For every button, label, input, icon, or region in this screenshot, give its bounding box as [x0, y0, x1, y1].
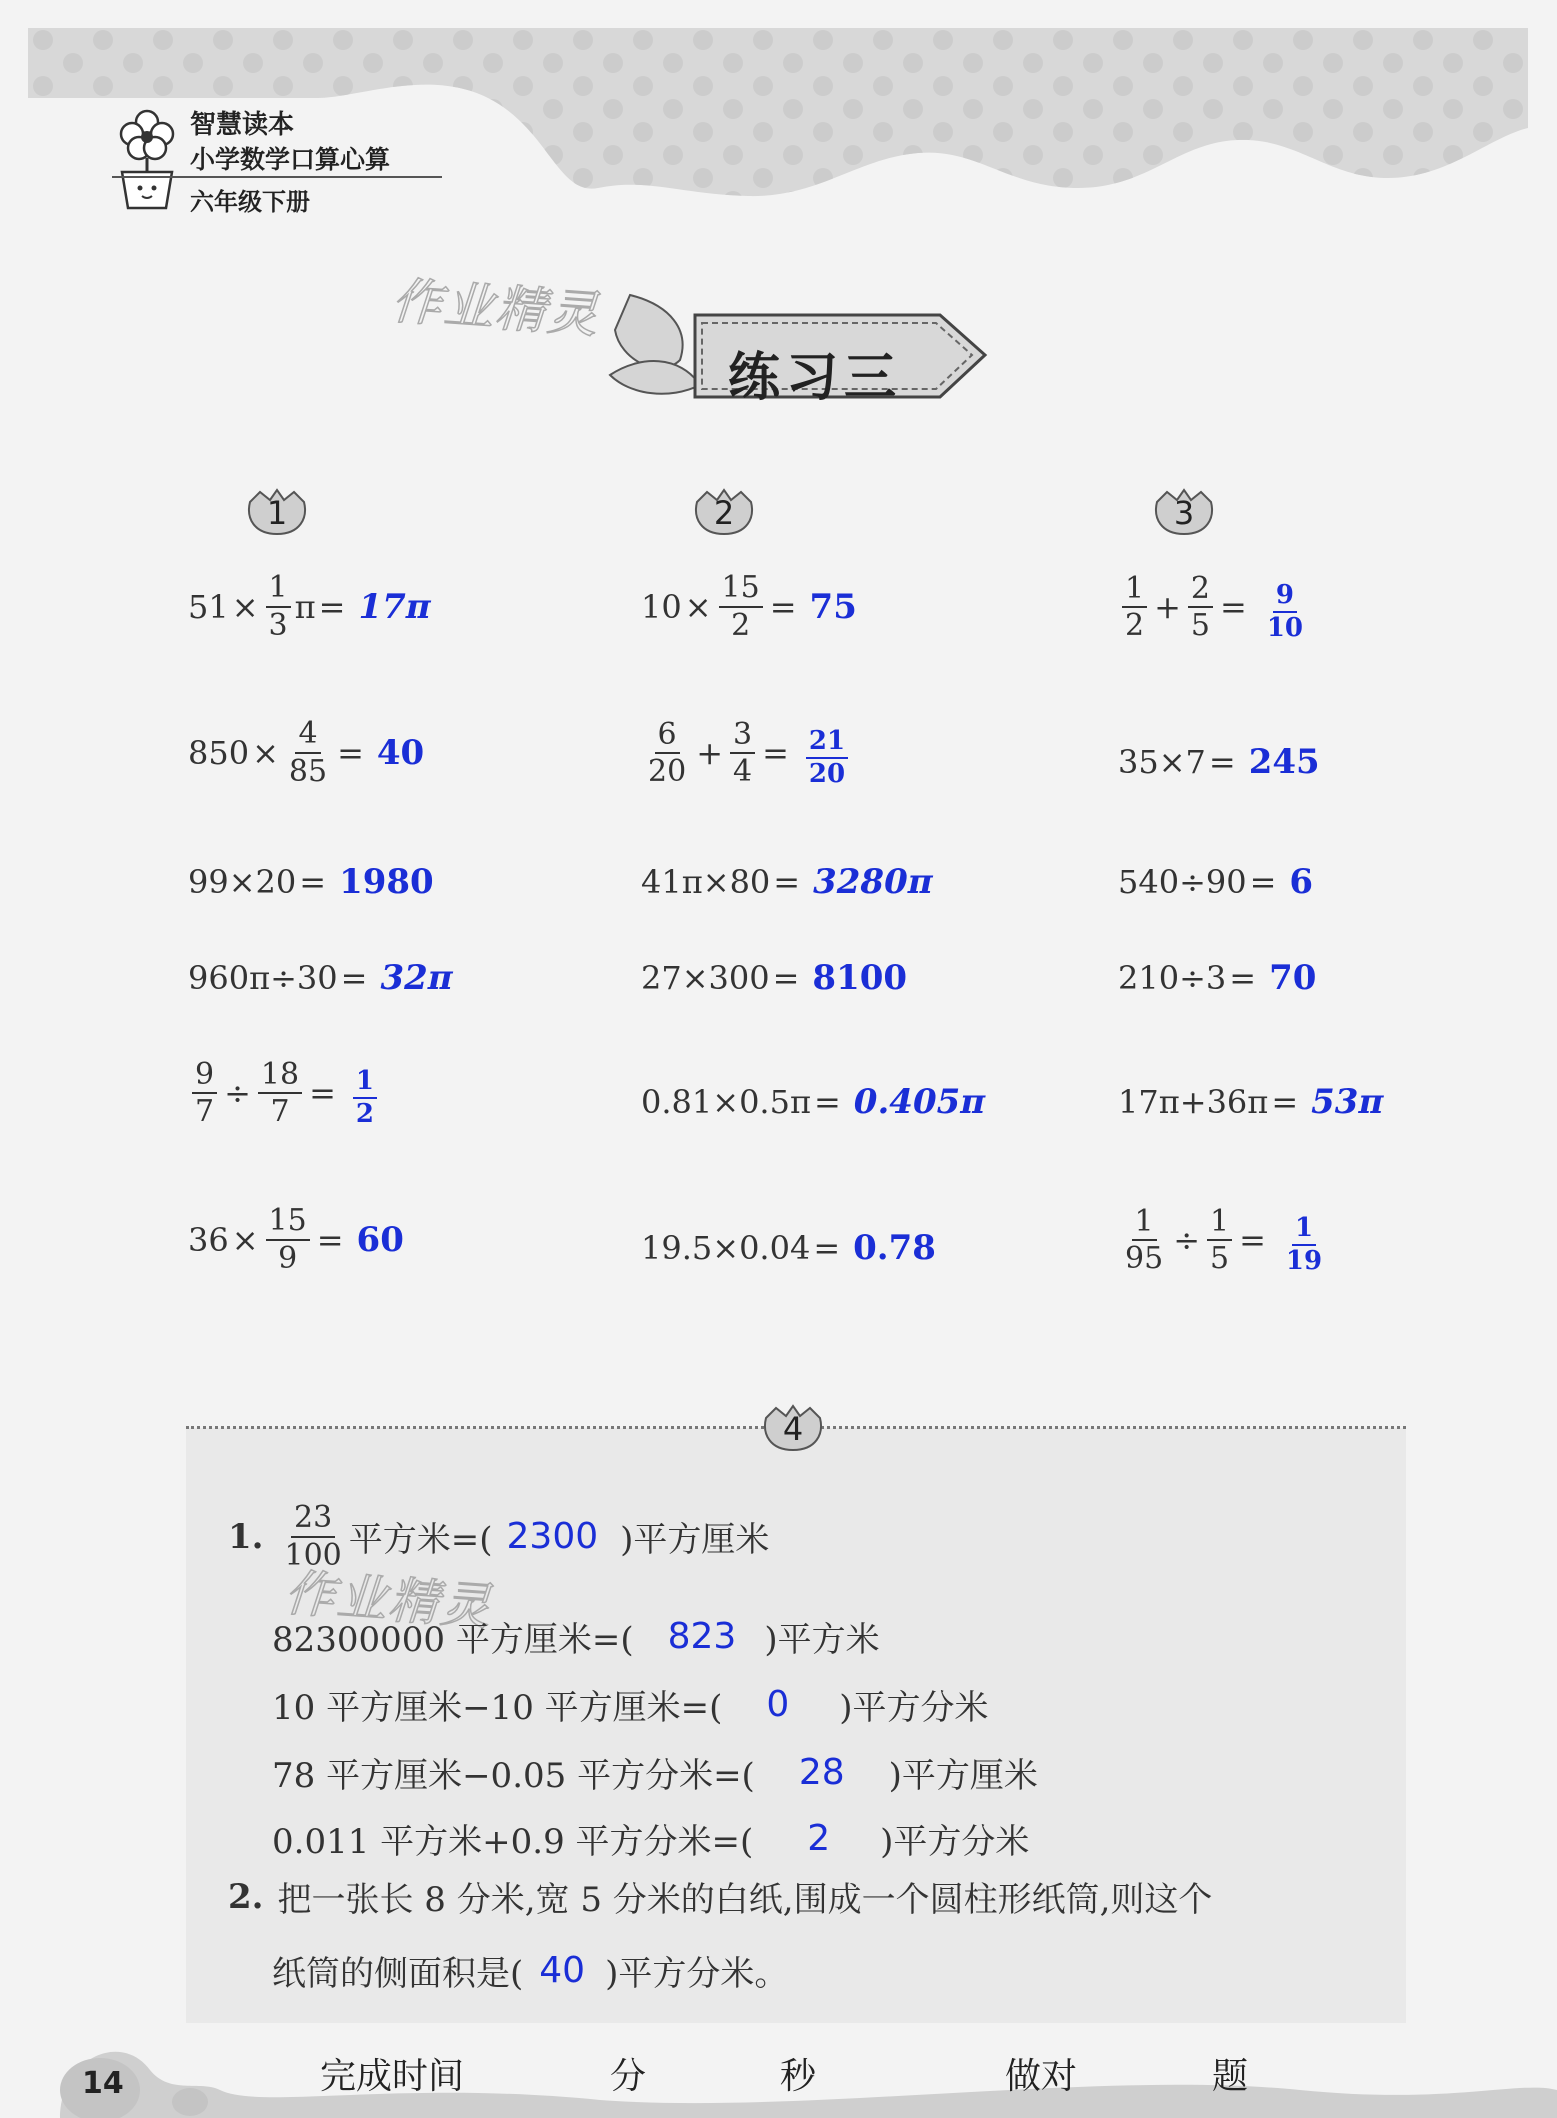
q1-line1: 1. $\frac{23}{100}$ 平方米=( 2300 )平方厘米 — [228, 1500, 770, 1573]
problem-c3r3: 540÷90 = 6 — [1118, 862, 1314, 902]
watermark: 作业精灵 — [282, 1563, 495, 1637]
questions-label: 题 — [1212, 2056, 1249, 2097]
q1-line5: 0.011 平方米+0.9 平方分米=( 2 )平方分米 — [272, 1818, 1030, 1862]
problem-c2r1: 10 × $\frac{15}{2}$ = 75 — [641, 570, 857, 643]
answer: 40 — [539, 1950, 586, 1991]
brand-name: 智慧读本 — [190, 110, 295, 140]
answer: 3280π — [813, 862, 933, 902]
problem-c2r6: 19.5×0.04 = 0.78 — [641, 1228, 936, 1268]
answer: 60 — [356, 1219, 404, 1260]
answer: 28 — [798, 1752, 845, 1793]
header-rule — [112, 176, 442, 178]
answer: $\frac{21}{20}$ — [802, 718, 852, 789]
q2-line1: 2. 把一张长 8 分米,宽 5 分米的白纸,围成一个圆柱形纸筒,则这个 — [228, 1876, 1213, 1920]
answer: 53π — [1311, 1082, 1384, 1122]
answer: 245 — [1248, 742, 1320, 782]
q1-line4: 78 平方厘米−0.05 平方分米=( 28 )平方厘米 — [272, 1752, 1038, 1796]
page-title: 练习三 — [728, 348, 903, 408]
page-number: 14 — [82, 2066, 124, 2101]
answer: $\frac{1}{2}$ — [349, 1058, 381, 1129]
watermark: 作业精灵 — [389, 271, 602, 345]
problem-c2r4: 27×300 = 8100 — [641, 958, 908, 998]
grade-label: 六年级下册 — [190, 188, 310, 216]
answer: $\frac{9}{10}$ — [1266, 580, 1303, 644]
answer: 17π — [358, 586, 431, 627]
answer: 32π — [380, 958, 453, 998]
footer-wave — [0, 2020, 1557, 2118]
problem-c3r2: 35×7 = 245 — [1118, 742, 1320, 782]
completion-time-label: 完成时间 — [320, 2056, 465, 2097]
problem-c1r5: $\frac{9}{7}$ ÷ $\frac{18}{7}$ = $\frac{1}{2}$ — [188, 1058, 381, 1129]
problem-c1r6: 36 × $\frac{15}{9}$ = 60 — [188, 1203, 404, 1276]
answer: 75 — [809, 586, 857, 627]
problem-c3r5: 17π+36π = 53π — [1118, 1082, 1384, 1122]
answer: 70 — [1269, 958, 1317, 998]
badge-4: 4 — [762, 1404, 824, 1454]
badge-3: 3 — [1153, 488, 1215, 538]
answer: 8100 — [812, 958, 908, 998]
seconds-label: 秒 — [780, 2056, 817, 2097]
problem-c3r1: $\frac{1}{2}$ + $\frac{2}{5}$ = $\frac{9}{10}$ — [1118, 572, 1310, 643]
badge-2: 2 — [693, 488, 755, 538]
answer: 6 — [1289, 862, 1314, 902]
problem-c1r4: 960π÷30 = 32π — [188, 958, 453, 998]
badge-1: 1 — [246, 488, 308, 538]
answer: 0.405π — [853, 1082, 986, 1122]
q1-line2: 82300000 平方厘米=( 823 )平方米 — [272, 1616, 880, 1660]
problem-c1r3: 99×20 = 1980 — [188, 862, 434, 902]
q2-line2: 纸筒的侧面积是( 40 )平方分米。 — [272, 1950, 789, 1994]
series-name: 小学数学口算心算 — [190, 145, 391, 174]
q1-line3: 10 平方厘米−10 平方厘米=( 0 )平方分米 — [272, 1684, 989, 1728]
problem-c3r6: $\frac{1}{95}$ ÷ $\frac{1}{5}$ = $\frac{1}{19}$ — [1118, 1205, 1329, 1276]
answer: $\frac{1}{19}$ — [1285, 1213, 1323, 1277]
problem-c2r2: $\frac{6}{20}$ + $\frac{3}{4}$ = $\frac{21}{20}$ — [641, 718, 852, 789]
flower-pot-logo-icon — [112, 100, 182, 210]
answer: 40 — [376, 732, 425, 773]
answer: 2300 — [506, 1516, 599, 1557]
answer: 2 — [807, 1818, 831, 1859]
problem-c2r5: 0.81×0.5π = 0.405π — [641, 1082, 986, 1122]
problem-c2r3: 41π×80 = 3280π — [641, 862, 933, 902]
minutes-label: 分 — [610, 2056, 647, 2097]
answer: 0.78 — [853, 1228, 936, 1268]
answer: 823 — [667, 1616, 737, 1657]
problem-c1r1: 51 × $\frac{1}{3}$ π = 17π — [188, 570, 431, 643]
answer: 1980 — [339, 862, 434, 902]
correct-count-label: 做对 — [1005, 2056, 1078, 2097]
problem-c3r4: 210÷3 = 70 — [1118, 958, 1317, 998]
problem-c1r2: 850 × $\frac{4}{85}$ = 40 — [188, 716, 425, 789]
answer: 0 — [766, 1684, 790, 1725]
